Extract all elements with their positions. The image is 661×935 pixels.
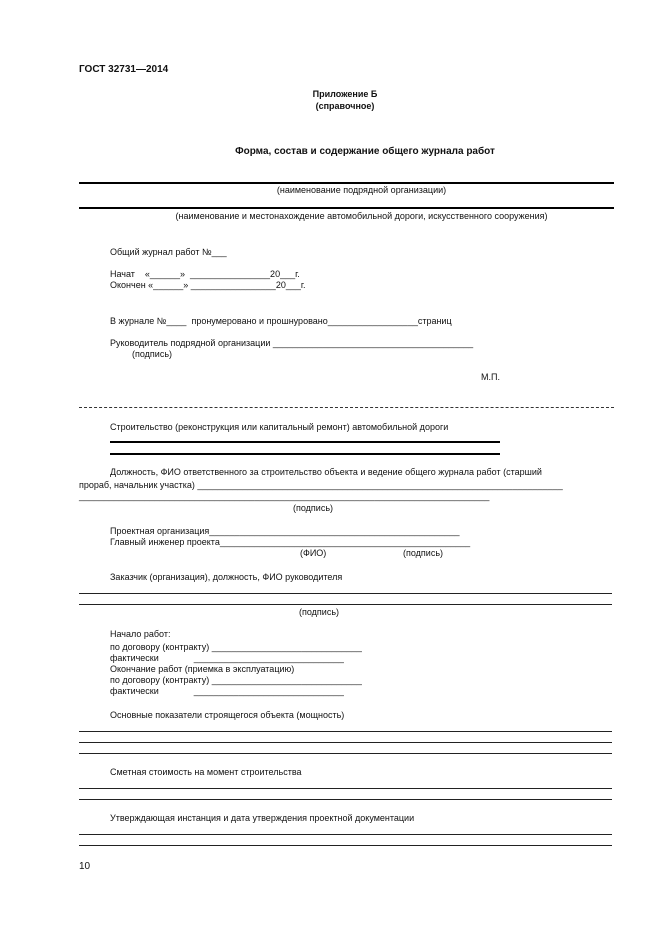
responsible-line-3: __________________________________________________________________________________ (79, 491, 490, 501)
engineer-signature: (подпись) (403, 548, 444, 558)
start-actual: фактически ______________________________ (110, 653, 344, 663)
end-contract: по договору (контракту) ______________________________ (110, 675, 362, 685)
road-line (79, 207, 614, 209)
indicators-line-1 (79, 731, 612, 732)
journal-number: Общий журнал работ №___ (110, 247, 227, 257)
road-caption: (наименование и местонахождение автомобильной дороги, искусственного сооружения) (175, 211, 548, 221)
stamp-place: М.П. (481, 372, 500, 382)
contractor-line (79, 182, 614, 184)
responsible-signature: (подпись) (293, 503, 334, 513)
estimate-label: Сметная стоимость на момент строительства (110, 767, 302, 777)
estimate-line-2 (79, 799, 612, 800)
start-contract: по договору (контракту) ______________________________ (110, 642, 362, 652)
contractor-manager: Руководитель подрядной организации ________________________________________ (110, 338, 474, 348)
construction-line-1 (110, 441, 500, 443)
page-number: 10 (79, 861, 91, 872)
estimate-line-1 (79, 788, 612, 789)
start-works-label: Начало работ: (110, 629, 171, 639)
standard-number: ГОСТ 32731—2014 (79, 64, 169, 75)
indicators-line-2 (79, 742, 612, 743)
engineer-fio: (ФИО) (300, 548, 327, 558)
construction-line-2 (110, 453, 500, 455)
construction-label: Строительство (реконструкция или капитальный ремонт) автомобильной дороги (110, 422, 449, 432)
pages-numbered: В журнале №____ пронумеровано и прошнуровано__________________страниц (110, 316, 452, 326)
started-date: Начат «______» ________________20___г. (110, 269, 300, 279)
contractor-caption: (наименование подрядной организации) (276, 185, 447, 195)
manager-signature: (подпись) (132, 349, 173, 359)
customer-label: Заказчик (организация), должность, ФИО руководителя (110, 572, 343, 582)
design-organization: Проектная организация__________________________________________________ (110, 526, 460, 536)
customer-line-1 (79, 593, 612, 594)
approval-line-1 (79, 834, 612, 835)
chief-engineer: Главный инженер проекта__________________________________________________ (110, 537, 471, 547)
end-works-label: Окончание работ (приемка в эксплуатацию) (110, 664, 295, 674)
approval-label: Утверждающая инстанция и дата утверждения проектной документации (110, 813, 415, 823)
customer-signature: (подпись) (299, 607, 340, 617)
end-actual: фактически ______________________________ (110, 686, 344, 696)
responsible-line-1: Должность, ФИО ответственного за строительство объекта и ведение общего журнала работ (старший (110, 467, 542, 477)
responsible-line-2: прораб, начальник участка) _________________________________________________________________________ (79, 480, 563, 490)
cut-line (79, 407, 614, 408)
customer-line-2 (79, 604, 612, 605)
appendix-label: Приложение Б (312, 89, 378, 99)
finished-date: Окончен «______» _________________20___г. (110, 280, 306, 290)
appendix-type: (справочное) (315, 101, 375, 111)
page-title: Форма, состав и содержание общего журнала работ (235, 146, 495, 157)
indicators-line-3 (79, 753, 612, 754)
approval-line-2 (79, 845, 612, 846)
indicators-label: Основные показатели строящегося объекта (мощность) (110, 710, 345, 720)
